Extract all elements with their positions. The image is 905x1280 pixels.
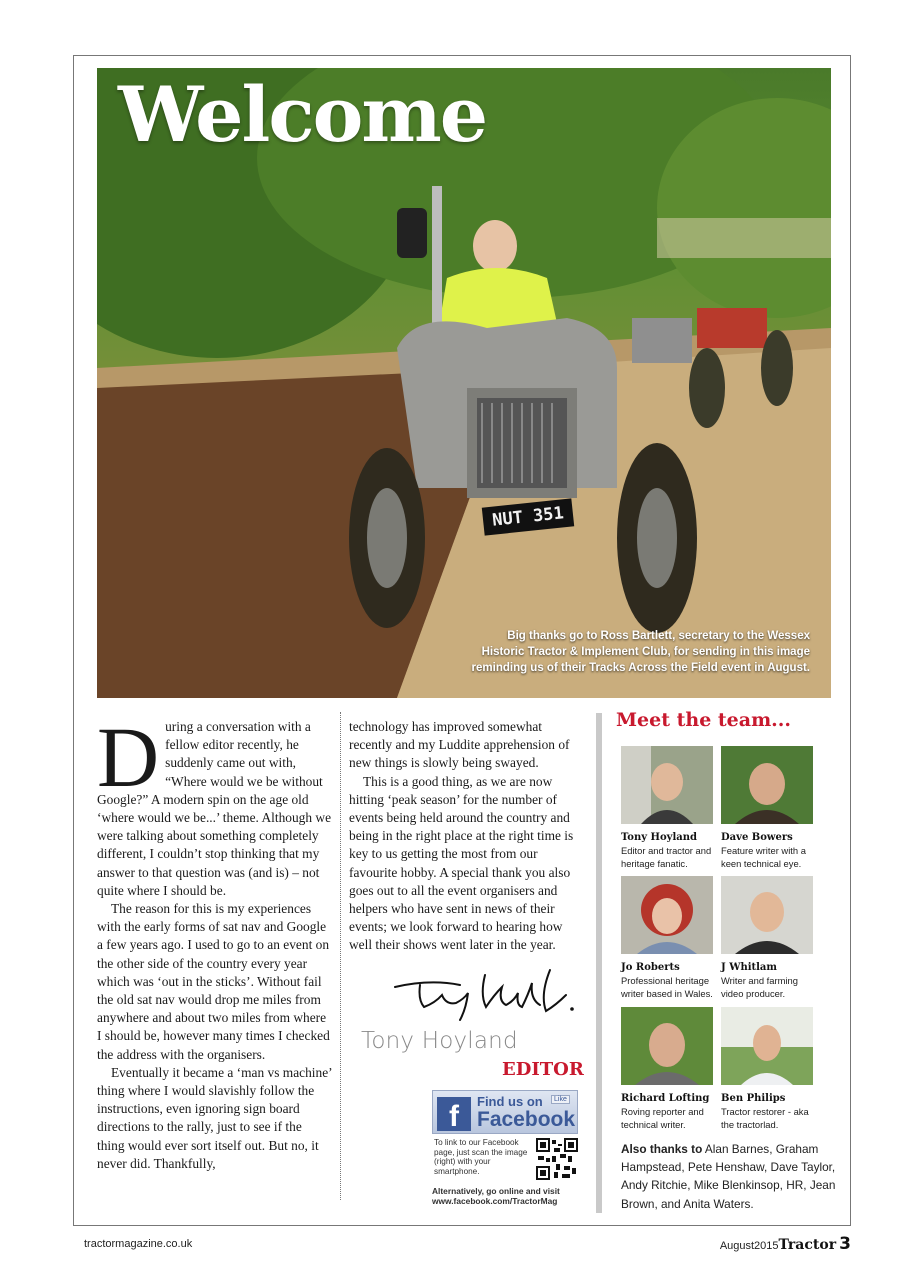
member-role: Feature writer with a keen technical eye. [721,845,806,869]
member-photo [721,1007,813,1085]
thanks-label: Also thanks to [621,1142,703,1156]
article-column-2 [349,718,584,955]
qr-code-icon[interactable] [536,1138,578,1180]
member-photo [621,746,713,824]
member-name: Ben Philips [721,1093,786,1104]
team-member [621,1007,721,1131]
facebook-find-us: Find us on [477,1094,543,1109]
team-member [721,746,821,870]
team-member [721,876,821,1000]
page-title: Welcome [118,70,487,159]
page-number: 3 [839,1234,851,1254]
footer-issue: August2015 [719,1240,779,1252]
member-role: Writer and farming video producer. [721,975,798,999]
hero-photo [97,68,831,698]
member-name: Richard Lofting [621,1093,710,1104]
article-paragraph: During a conversation with a fellow editor recently, he suddenly came out with, “Where would we be without Google?” A modern spin on the age old ‘where would we be...’ theme. Although we were talking about something completely different, I couldn’t stop thinking that my answer to that question was (and is) – not quite where I should be. [97,709,332,898]
facebook-brand: Facebook [477,1108,576,1131]
drop-cap: D [97,709,160,805]
member-name: Jo Roberts [621,962,680,973]
photo-caption: Big thanks go to Ross Bartlett, secretary to the Wessex Historic Tractor & Implement Club, for sending in this image reminding us of their Tracks Across the Field event in August. [471,630,810,674]
facebook-promo[interactable] [432,1090,578,1210]
team-member [721,1007,821,1131]
footer-magazine: Tractor [778,1237,837,1253]
number-plate: NUT 351 [482,498,574,535]
facebook-banner[interactable] [432,1090,578,1134]
facebook-alternative: Alternatively, go online and visit www.facebook.com/TractorMag [432,1186,560,1206]
facebook-icon: f [437,1097,471,1131]
signature-title: EDITOR [502,1059,584,1080]
team-member [621,876,721,1000]
member-role: Editor and tractor and heritage fanatic. [621,845,712,869]
column-divider [340,712,341,1200]
article-paragraph: The reason for this is my experiences with the early forms of sat nav and Google a few years ago. I used to go to an event on the other side of the country every year which was ‘out in the sticks’. Without fail the old sat nav would drop me miles from anywhere and about two miles from where I should be, however many times I checked the address with the organisers. [97,901,330,1062]
team-section-bar [596,713,602,1213]
member-role: Professional heritage writer based in Wales. [621,975,713,999]
signature-name: Tony Hoyland [361,1028,518,1054]
footer-folio [720,1234,851,1254]
member-name: Dave Bowers [721,832,793,843]
facebook-instructions: To link to our Facebook page, just scan the image (right) with your smartphone. [434,1138,528,1176]
member-photo [721,876,813,954]
member-photo [621,876,713,954]
article-paragraph: technology has improved somewhat recently and my Luddite apprehension of new things is slowly being swayed. [349,719,570,771]
tractor-scene-illustration [97,68,831,698]
member-role: Roving reporter and technical writer. [621,1106,704,1130]
member-photo [721,746,813,824]
footer-website[interactable]: tractormagazine.co.uk [84,1238,193,1250]
team-member [621,746,721,870]
member-role: Tractor restorer - aka the tractorlad. [721,1106,809,1130]
also-thanks [621,1140,836,1213]
thanks-names: Alan Barnes, Graham Hampstead, Pete Henshaw, Dave Taylor, Andy Ritchie, Mike Blenkinsop, HR, Jean Brown, and Anita Waters. [621,1142,836,1211]
article-column-1 [97,709,332,1173]
article-paragraph: This is a good thing, as we are now hitting ‘peak season’ for the number of events being held around the country and being in the right place at the right time is key to us getting the most from our favourite hobby. A special thank you also goes out to all the event organisers and helpers who have sent in news of their events; we look forward to hearing how well their shows went later in the year. [349,773,574,953]
member-photo [621,1007,713,1085]
team-heading: Meet the team... [616,709,792,731]
member-name: Tony Hoyland [621,832,697,843]
handwritten-signature [390,965,580,1025]
facebook-like-button[interactable]: Like [551,1095,570,1104]
article-paragraph: Eventually it became a ‘man vs machine’ thing where I would slavishly follow the instructions, even ignoring sign board directions to the rally, just to see if the thing would ever sort itself out. But no, it never did. Thankfully, [97,1064,332,1171]
member-name: J Whitlam [721,962,777,973]
